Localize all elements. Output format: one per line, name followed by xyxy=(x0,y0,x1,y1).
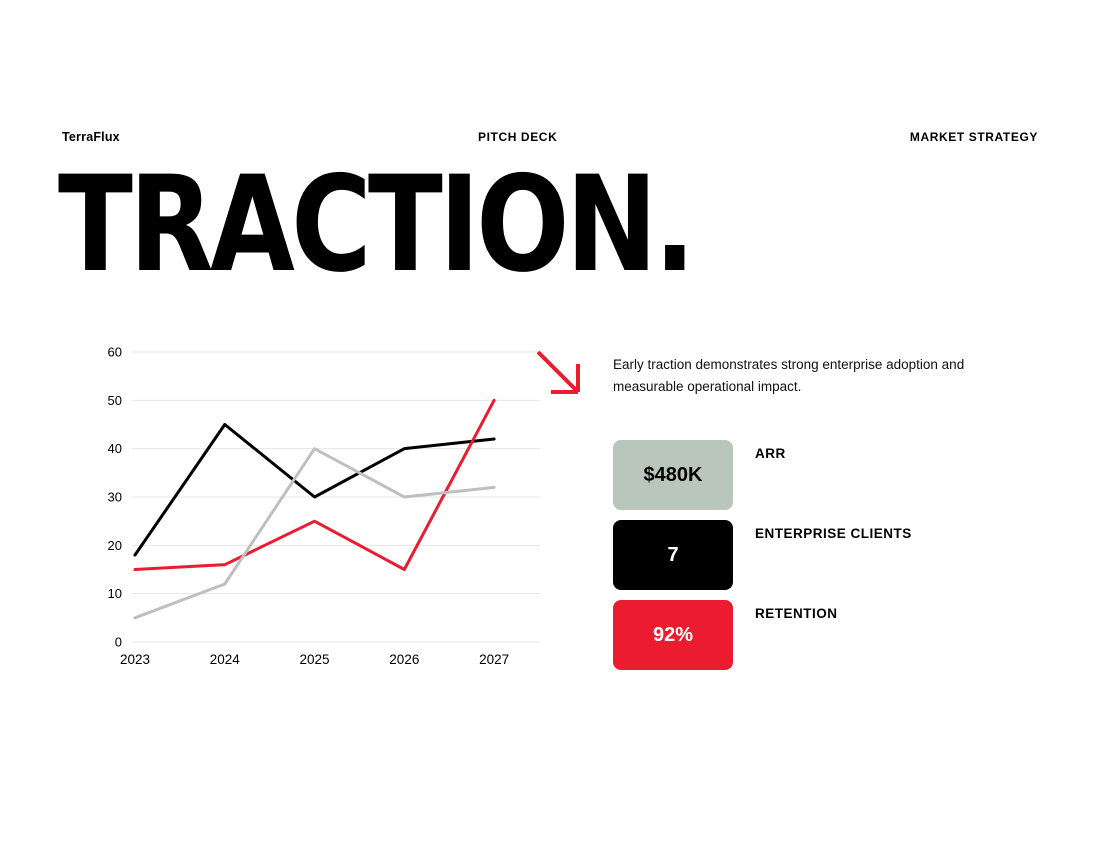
y-tick-label: 0 xyxy=(114,634,122,650)
page-title: TRACTION. xyxy=(58,146,692,302)
x-tick-label: 2024 xyxy=(209,652,240,667)
metric-row xyxy=(613,440,1053,520)
brand-label: TerraFlux xyxy=(62,130,120,144)
y-tick-label: 30 xyxy=(107,489,122,505)
series-line-gray xyxy=(135,449,494,618)
metric-value-chip: 92% xyxy=(613,600,733,670)
y-tick-label: 10 xyxy=(107,586,122,602)
metric-row xyxy=(613,520,1053,600)
metric-label: ENTERPRISE CLIENTS xyxy=(755,526,912,541)
y-tick-label: 20 xyxy=(107,537,122,553)
y-tick-label: 60 xyxy=(107,344,122,360)
section-label: MARKET STRATEGY xyxy=(909,130,1038,144)
y-tick-label: 40 xyxy=(107,441,122,457)
chart-svg xyxy=(40,330,540,690)
arrow-down-right-icon xyxy=(534,348,590,404)
traction-line-chart xyxy=(40,330,540,690)
metrics-list xyxy=(613,440,1053,680)
deck-label: PITCH DECK xyxy=(478,130,558,144)
x-tick-label: 2026 xyxy=(389,652,420,667)
metric-label: ARR xyxy=(755,446,786,461)
metric-row xyxy=(613,600,1053,680)
summary-text: Early traction demonstrates strong enterprise adoption and measurable operational impact. xyxy=(613,357,965,394)
x-tick-label: 2025 xyxy=(299,652,330,667)
series-line-red xyxy=(135,400,494,569)
series-line-black xyxy=(135,425,494,556)
x-tick-label: 2023 xyxy=(119,652,151,667)
metric-label: RETENTION xyxy=(755,606,838,621)
y-tick-label: 50 xyxy=(107,392,122,408)
x-tick-label: 2027 xyxy=(479,652,510,667)
metric-value-chip: $480K xyxy=(613,440,733,510)
metric-value-chip: 7 xyxy=(613,520,733,590)
